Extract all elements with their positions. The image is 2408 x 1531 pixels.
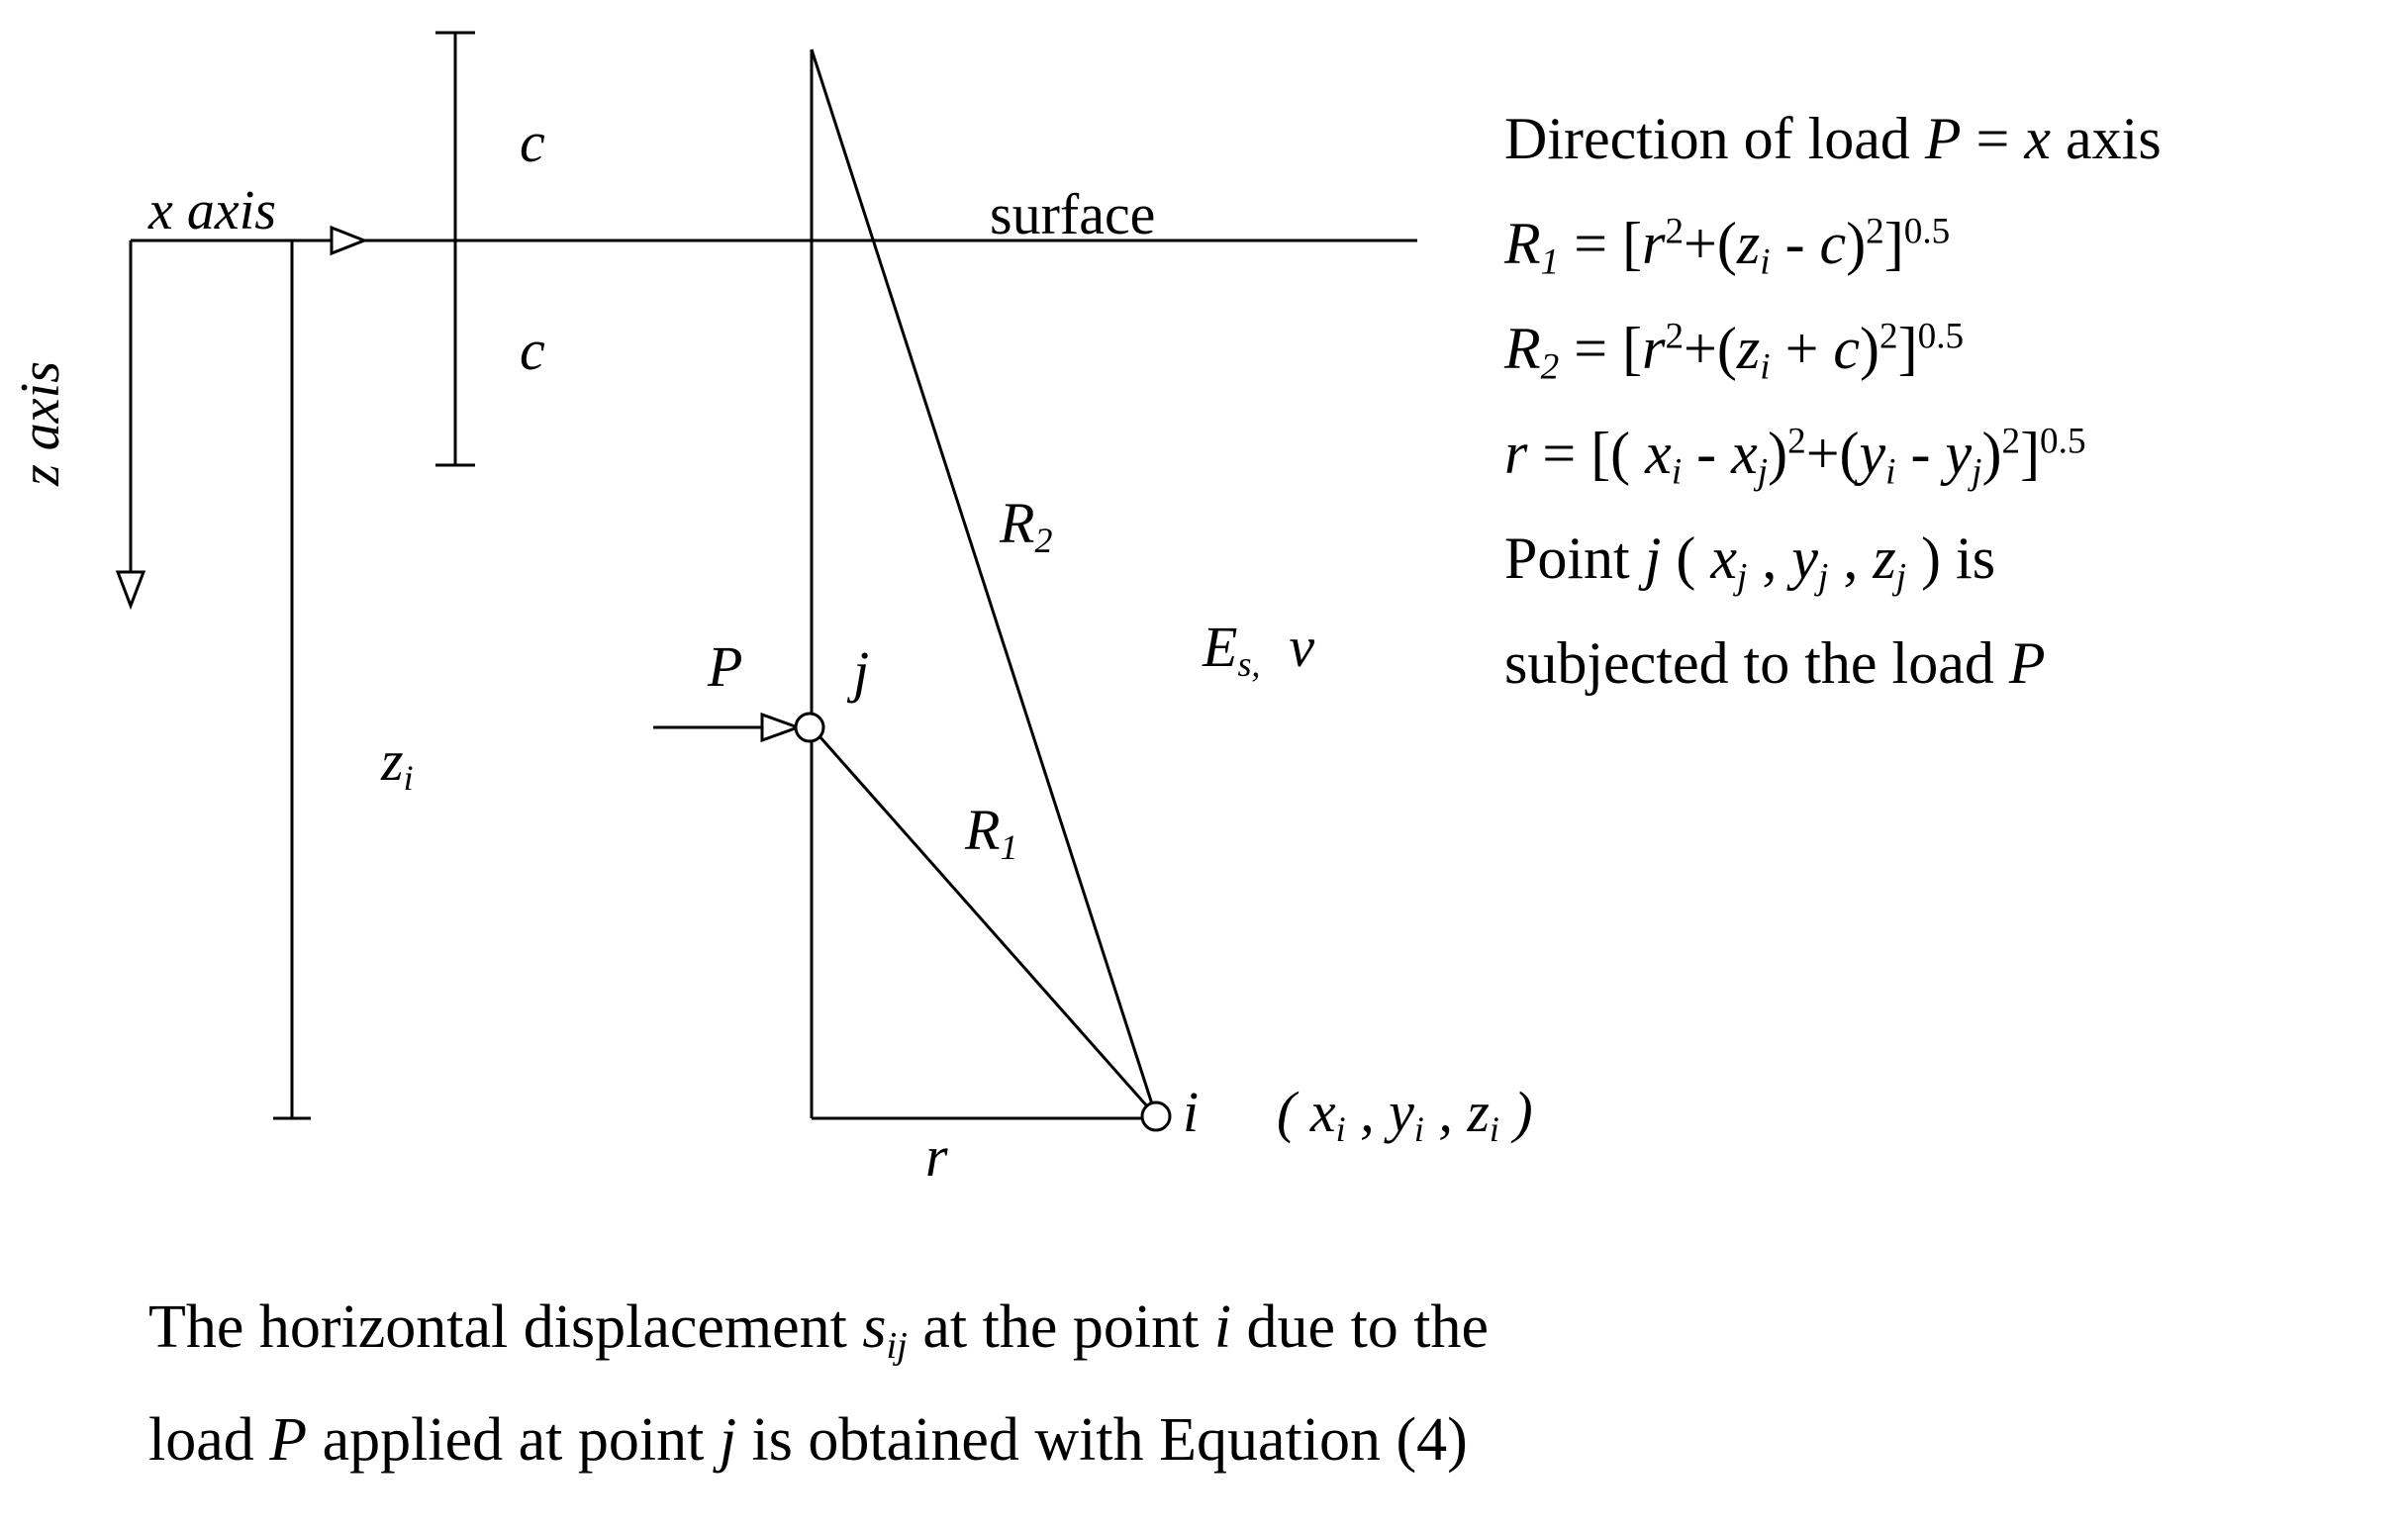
label-z-axis: z axis: [10, 361, 71, 486]
label-R1: $R_1$: [965, 798, 1018, 868]
label-soil-properties: $E_{s,}$ ν: [1203, 615, 1315, 685]
label-load-P: P: [708, 634, 743, 699]
equation-block: [1504, 106, 2395, 696]
label-c-upper: c: [520, 110, 545, 174]
label-point-i: i: [1183, 1080, 1200, 1144]
label-R2: $R_2$: [1000, 491, 1053, 561]
caption-line-1: The horizontal displacement $s_{ij}$ at the point i due to the: [148, 1293, 1490, 1367]
label-point-j: j: [853, 639, 870, 704]
caption-line-2: load P applied at point j is obtained with Equation (4): [148, 1406, 1468, 1474]
equation-line-subjected: subjected to the load P: [1504, 630, 2046, 696]
label-surface: surface: [990, 182, 1156, 246]
equation-line-point-j: Point j ( $x_j$ , $y_j$ , $z_j$ ) is: [1504, 526, 1996, 598]
label-point-i-coordinates: ( $x_i$ , $y_i$ , $z_i$ ): [1277, 1080, 1533, 1150]
equation-line-R2: $R_2 = [r^2+(z_i + c)^2]^{0.5}$: [1504, 316, 1965, 388]
label-r: r: [925, 1124, 948, 1189]
label-z-i: $z_i$: [381, 728, 414, 799]
label-x-axis: x axis: [148, 180, 277, 241]
equation-line-1: Direction of load P = x axis: [1504, 106, 2162, 171]
equation-line-r: r = [( $x_i - x_j)^2+(y_i - y_j)^2]^{0.5}$: [1504, 421, 2086, 493]
label-c-lower: c: [520, 318, 545, 382]
equation-line-R1: $R_1 = [r^2+(z_i - c)^2]^{0.5}$: [1504, 211, 1951, 283]
caption-block: [148, 1293, 2326, 1474]
